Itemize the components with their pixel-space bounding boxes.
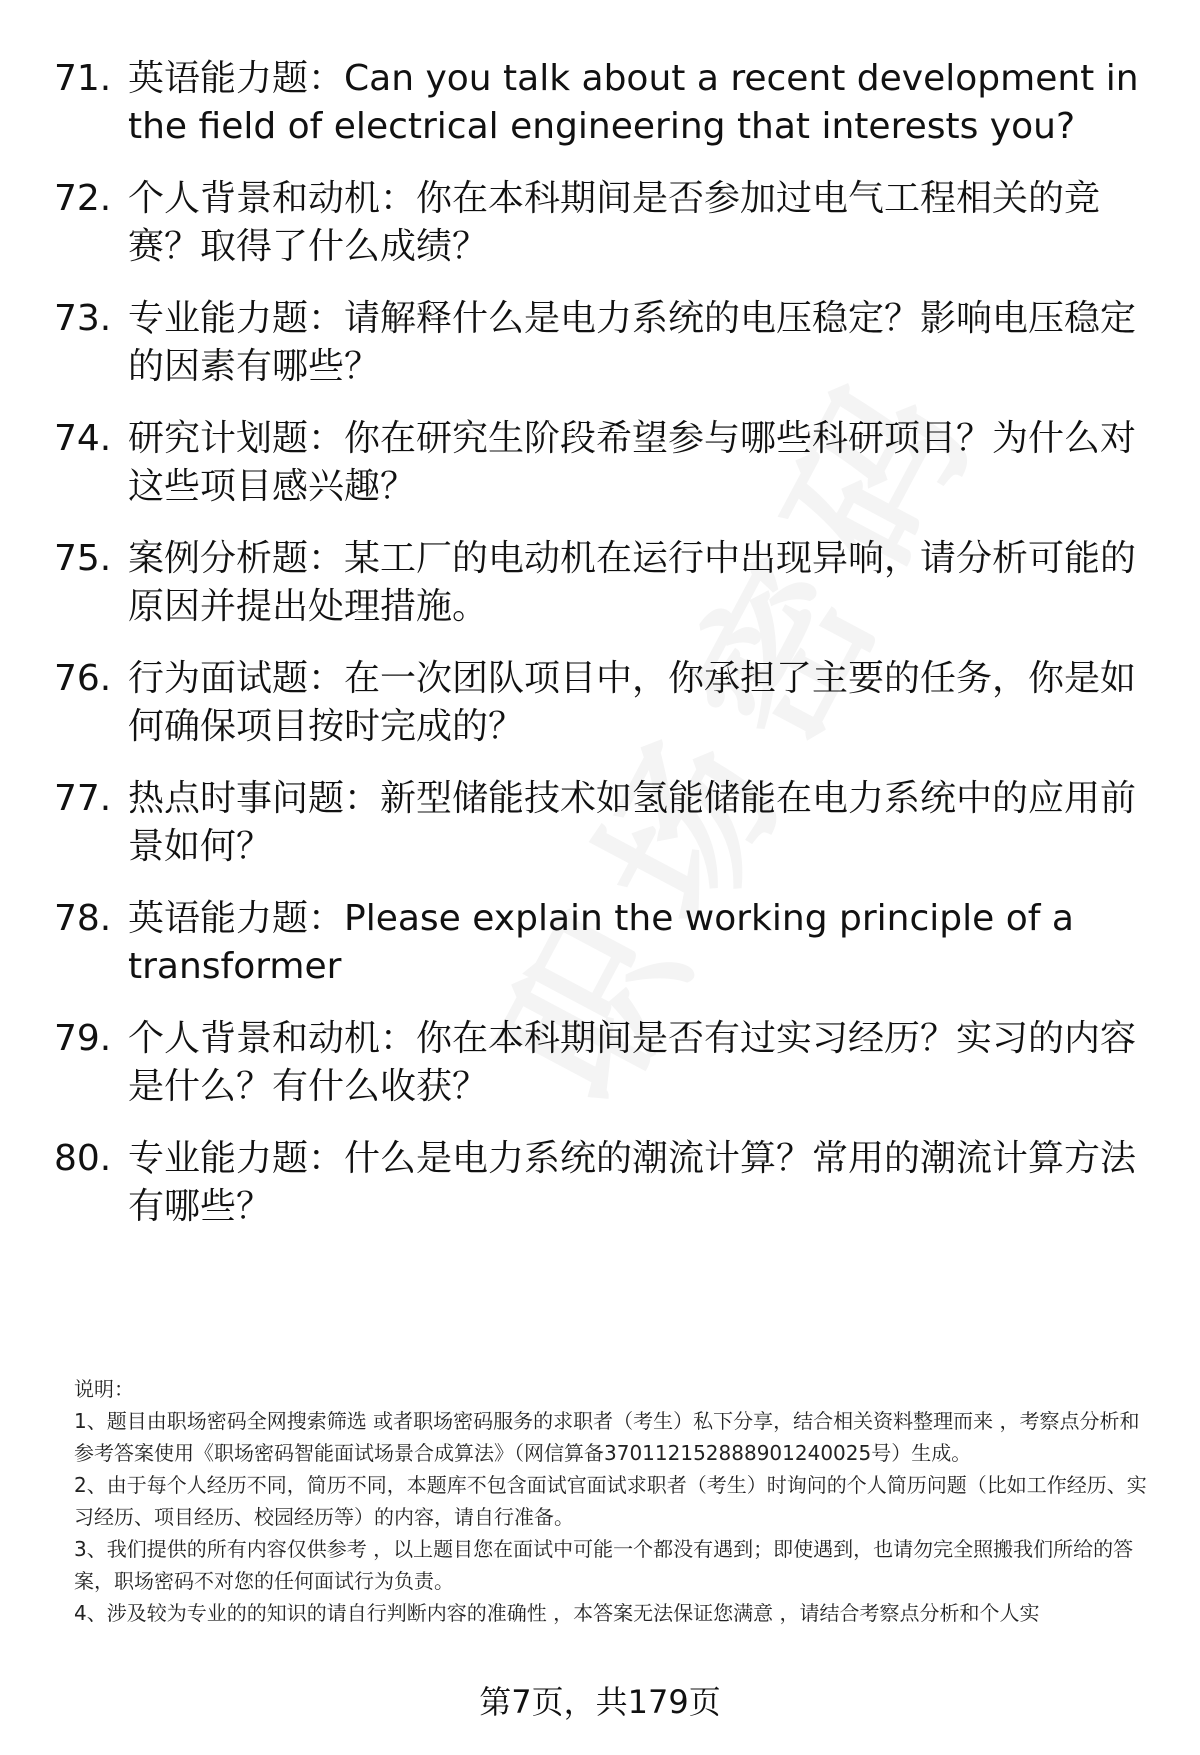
question-item <box>54 775 1154 871</box>
question-item <box>54 175 1154 271</box>
question-item <box>54 655 1154 751</box>
notes-section <box>74 1373 1154 1629</box>
question-item <box>54 895 1154 991</box>
note-item: 1、题目由职场密码全网搜索筛选 或者职场密码服务的求职者（考生）私下分享，结合相关资料整理而来 ，考察点分析和参考答案使用《职场密码智能面试场景合成算法》（网信算备370112152888901240025号）生成。 <box>74 1409 1140 1465</box>
question-text: 个人背景和动机：你在本科期间是否参加过电气工程相关的竞赛？取得了什么成绩？ <box>128 178 1101 267</box>
question-item <box>54 55 1154 151</box>
note-item: 2、由于每个人经历不同，简历不同，本题库不包含面试官面试求职者（考生）时询问的个人简历问题（比如工作经历、实习经历、项目经历、校园经历等）的内容，请自行准备。 <box>74 1473 1147 1529</box>
question-number: 80. <box>54 1138 112 1179</box>
question-number: 72. <box>54 178 112 219</box>
note-item: 4、涉及较为专业的的知识的请自行判断内容的准确性 ，本答案无法保证您满意 ，请结合考察点分析和个人实 <box>74 1601 1040 1625</box>
question-number: 73. <box>54 298 112 339</box>
question-item <box>54 535 1154 631</box>
question-text: 专业能力题：什么是电力系统的潮流计算？常用的潮流计算方法有哪些？ <box>128 1138 1137 1227</box>
question-text: 行为面试题：在一次团队项目中，你承担了主要的任务，你是如何确保项目按时完成的？ <box>128 658 1137 747</box>
question-item <box>54 1135 1154 1231</box>
question-text: 英语能力题：Can you talk about a recent development in the field of electrical engineering that interests you? <box>128 58 1139 147</box>
question-item <box>54 295 1154 391</box>
question-text: 专业能力题：请解释什么是电力系统的电压稳定？影响电压稳定的因素有哪些？ <box>128 298 1137 387</box>
question-number: 71. <box>54 58 112 99</box>
question-text: 英语能力题：Please explain the working principle of a transformer <box>128 898 1074 987</box>
question-number: 75. <box>54 538 112 579</box>
question-text: 热点时事问题：新型储能技术如氢能储能在电力系统中的应用前景如何？ <box>128 778 1137 867</box>
question-number: 76. <box>54 658 112 699</box>
question-text: 个人背景和动机：你在本科期间是否有过实习经历？实习的内容是什么？有什么收获？ <box>128 1018 1137 1107</box>
page-number: 第7页，共179页 <box>479 1683 721 1721</box>
question-item <box>54 1015 1154 1111</box>
question-text: 研究计划题：你在研究生阶段希望参与哪些科研项目？为什么对这些项目感兴趣？ <box>128 418 1137 507</box>
question-number: 74. <box>54 418 112 459</box>
question-number: 79. <box>54 1018 112 1059</box>
note-item: 3、我们提供的所有内容仅供参考 ，以上题目您在面试中可能一个都没有遇到；即使遇到，也请勿完全照搬我们所给的答案，职场密码不对您的任何面试行为负责。 <box>74 1537 1134 1593</box>
question-number: 77. <box>54 778 112 819</box>
question-text: 案例分析题：某工厂的电动机在运行中出现异响，请分析可能的原因并提出处理措施。 <box>128 538 1137 627</box>
notes-heading: 说明： <box>74 1377 134 1401</box>
question-number: 78. <box>54 898 112 939</box>
question-item <box>54 415 1154 511</box>
